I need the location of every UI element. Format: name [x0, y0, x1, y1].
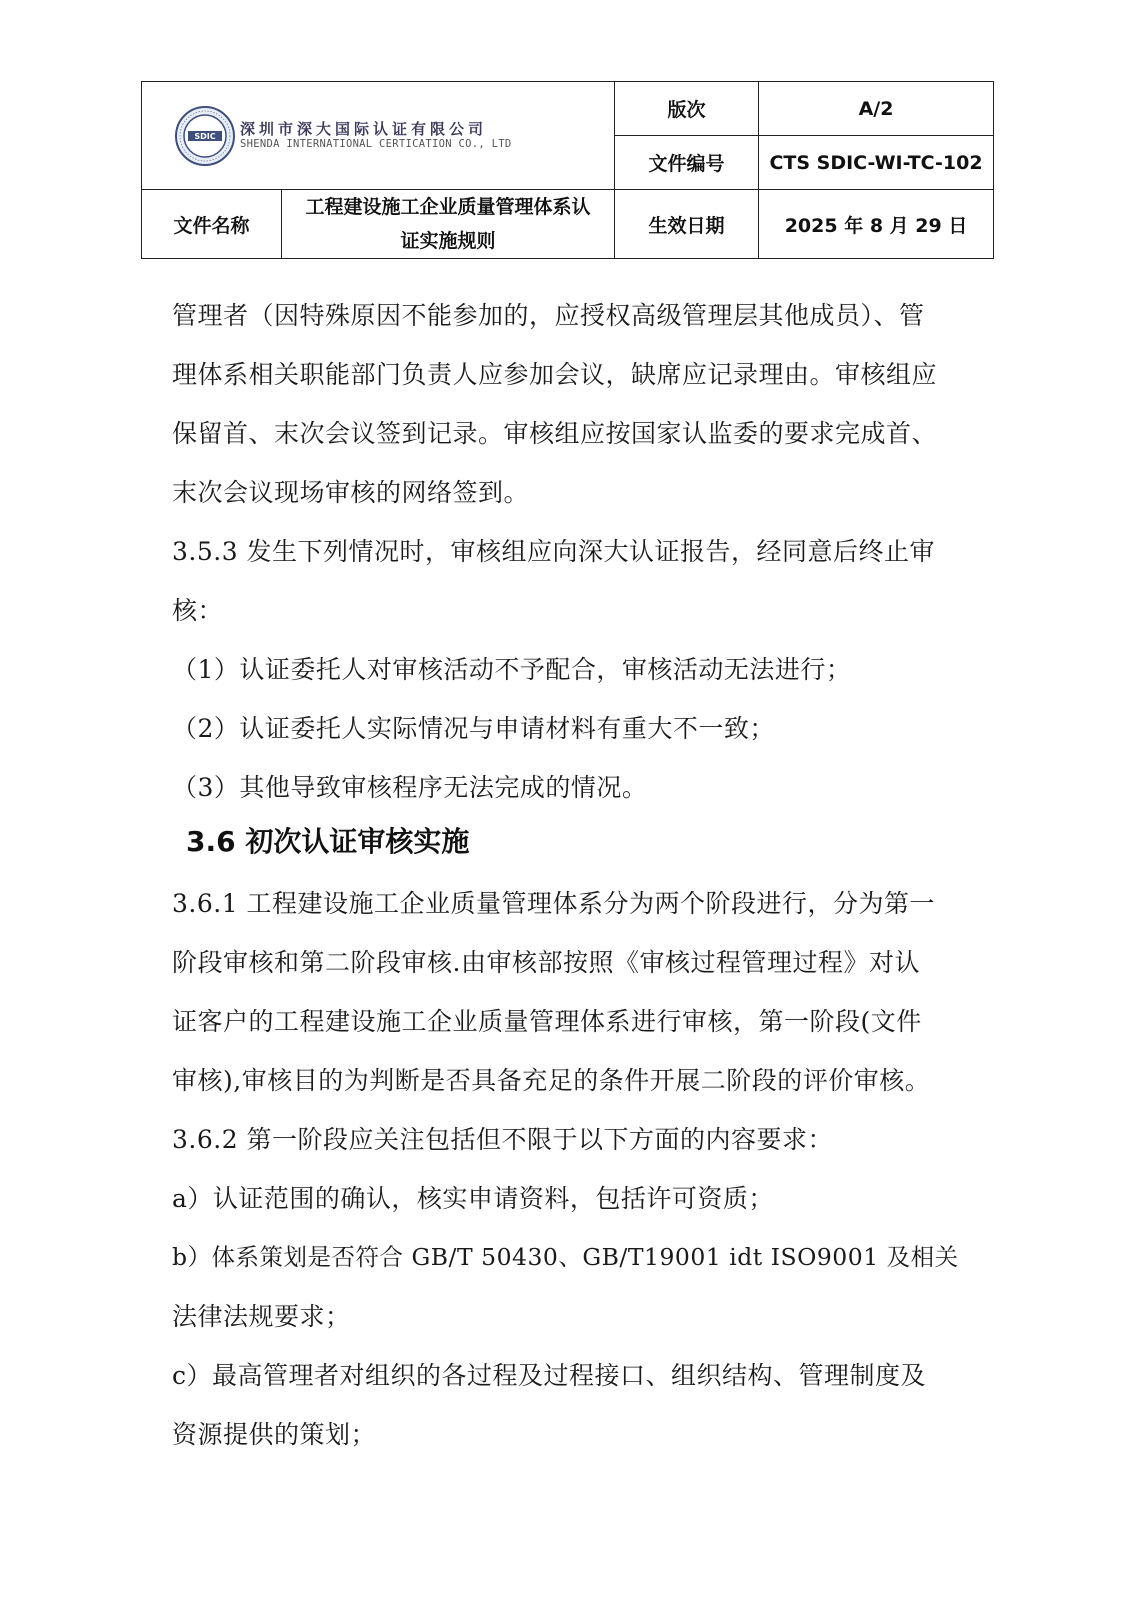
- list-item: （1）认证委托人对审核活动不予配合，审核活动无法进行；: [172, 655, 852, 684]
- paragraph-line: 资源提供的策划；: [172, 1420, 377, 1449]
- clause-3-5-3: 3.5.3 发生下列情况时，审核组应向深大认证报告，经同意后终止审: [172, 537, 936, 566]
- company-logo-cell: [142, 82, 615, 190]
- list-item: b）体系策划是否符合 GB/T 50430、GB/T19001 idt ISO9001 及相关: [172, 1243, 959, 1271]
- paragraph-line: 证客户的工程建设施工企业质量管理体系进行审核，第一阶段(文件: [172, 1007, 922, 1036]
- document-name-label: 文件名称: [142, 190, 282, 259]
- paragraph-line: 保留首、末次会议签到记录。审核组应按国家认监委的要求完成首、: [172, 419, 938, 448]
- document-number-value: CTS SDIC-WI-TC-102: [759, 136, 994, 190]
- company-seal-icon: [174, 105, 236, 167]
- list-item: c）最高管理者对组织的各过程及过程接口、组织结构、管理制度及: [172, 1361, 927, 1390]
- list-item: a）认证范围的确认，核实申请资料，包括许可资质；: [172, 1184, 774, 1213]
- paragraph-line: 阶段审核和第二阶段审核.由审核部按照《审核过程管理过程》对认: [172, 948, 920, 977]
- document-header-table: [141, 81, 994, 259]
- clause-3-6-1: 3.6.1 工程建设施工企业质量管理体系分为两个阶段进行，分为第一: [172, 889, 936, 918]
- document-number-label: 文件编号: [615, 136, 759, 190]
- list-item: （2）认证委托人实际情况与申请材料有重大不一致；: [172, 714, 775, 743]
- document-name-line-2: 证实施规则: [400, 230, 496, 252]
- effective-date-value: 2025 年 8 月 29 日: [759, 190, 994, 259]
- paragraph-line: 管理者（因特殊原因不能参加的，应授权高级管理层其他成员）、管: [172, 301, 925, 330]
- company-name-cn: 深圳市深大国际认证有限公司: [240, 119, 488, 138]
- paragraph-line: 末次会议现场审核的网络签到。: [172, 478, 530, 507]
- version-value: A/2: [759, 82, 994, 136]
- paragraph-line: 核：: [172, 596, 224, 625]
- section-heading-3-6: 3.6 初次认证审核实施: [186, 825, 470, 858]
- document-name-value: [282, 190, 615, 259]
- list-item: （3）其他导致审核程序无法完成的情况。: [172, 773, 648, 802]
- logo-text: SDIC: [194, 131, 216, 141]
- effective-date-label: 生效日期: [615, 190, 759, 259]
- paragraph-line: 理体系相关职能部门负责人应参加会议，缺席应记录理由。审核组应: [172, 360, 938, 389]
- company-name-en: SHENDA INTERNATIONAL CERTICATION CO., LTD: [240, 138, 512, 151]
- paragraph-line: 法律法规要求；: [172, 1302, 351, 1331]
- version-label: 版次: [615, 82, 759, 136]
- clause-3-6-2: 3.6.2 第一阶段应关注包括但不限于以下方面的内容要求：: [172, 1125, 834, 1154]
- paragraph-line: 审核),审核目的为判断是否具备充足的条件开展二阶段的评价审核。: [172, 1066, 931, 1095]
- document-name-line-1: 工程建设施工企业质量管理体系认: [305, 196, 591, 218]
